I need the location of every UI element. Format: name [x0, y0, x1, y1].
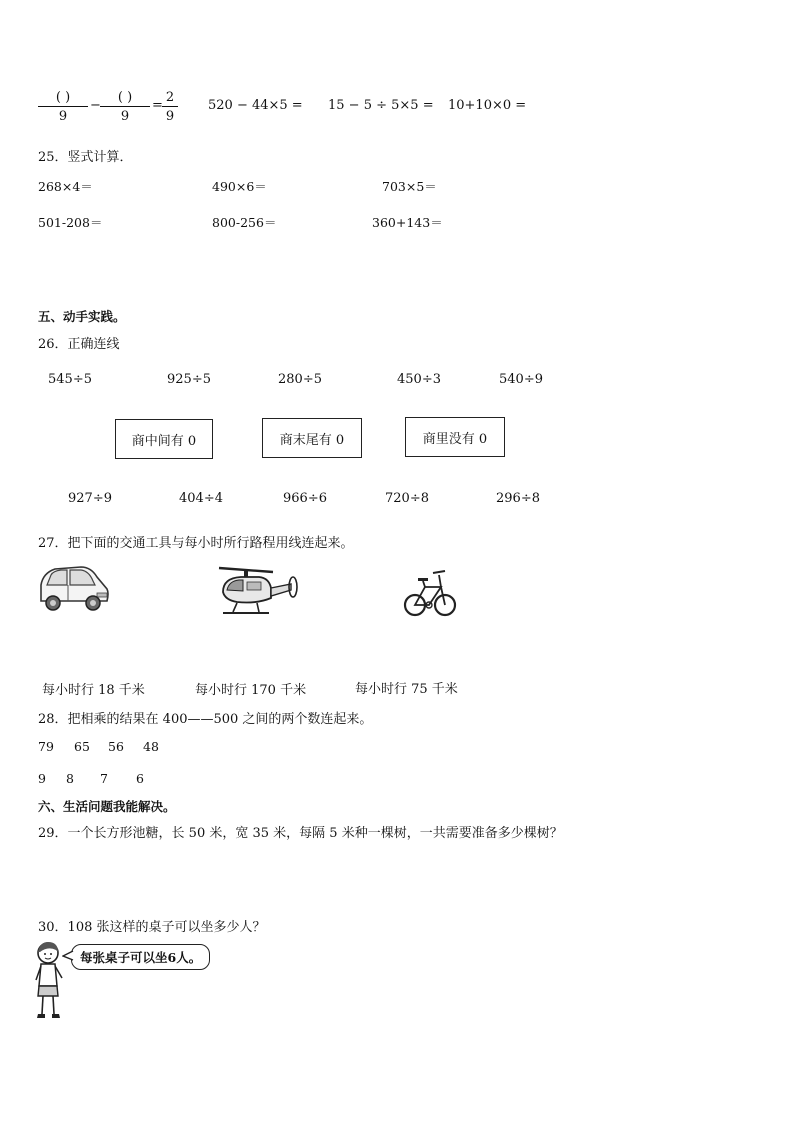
- fraction-bar: [100, 106, 150, 107]
- division-bottom: 927÷9: [68, 491, 112, 506]
- minus-sign: −: [90, 98, 101, 113]
- division-top: 545÷5: [48, 372, 92, 387]
- q24-expression: 520 − 44×5 =: [208, 98, 303, 113]
- q24-fraction-1: [38, 90, 88, 124]
- fraction-denominator: 9: [165, 109, 175, 124]
- question-26-title: 26．正确连线: [38, 337, 120, 352]
- section-5-title: 五、动手实践。: [38, 309, 126, 324]
- calc-item: 800-256＝: [212, 215, 277, 230]
- division-bottom: 296÷8: [496, 491, 540, 506]
- fraction-denominator: 9: [58, 109, 68, 124]
- q24-fraction-3: [162, 90, 178, 124]
- category-box[interactable]: 商末尾有 0: [262, 418, 362, 458]
- question-27-title: 27．把下面的交通工具与每小时所行路程用线连起来。: [38, 536, 354, 551]
- number-item[interactable]: 48: [143, 739, 159, 754]
- question-30-title: 30．108 张这样的桌子可以坐多少人？: [38, 920, 266, 935]
- division-top: 540÷9: [499, 372, 543, 387]
- division-bottom: 966÷6: [283, 491, 327, 506]
- fraction-denominator: 9: [120, 109, 130, 124]
- division-bottom: 404÷4: [179, 491, 223, 506]
- division-top: 925÷5: [167, 372, 211, 387]
- question-29-title: 29．一个长方形池糖，长 50 米，宽 35 米，每隔 5 米种一棵树，一共需要准备多少棵树？: [38, 826, 563, 841]
- speed-label: 每小时行 170 千米: [195, 683, 307, 698]
- number-item[interactable]: 6: [136, 771, 144, 786]
- number-item[interactable]: 8: [66, 771, 74, 786]
- q24-expression: 15 − 5 ÷ 5×5 =: [328, 98, 434, 113]
- car-icon[interactable]: [37, 563, 111, 613]
- calc-item: 703×5＝: [382, 179, 437, 194]
- division-top: 280÷5: [278, 372, 322, 387]
- question-28-title: 28．把相乘的结果在 400——500 之间的两个数连起来。: [38, 712, 373, 727]
- fraction-numerator: 2: [165, 90, 175, 105]
- speech-bubble-tail: [62, 950, 74, 962]
- calc-item: 268×4＝: [38, 179, 93, 194]
- q24-fraction-2: [100, 90, 150, 124]
- speech-bubble: 每张桌子可以坐6人。: [71, 944, 210, 970]
- division-bottom: 720÷8: [385, 491, 429, 506]
- calc-item: 360+143＝: [372, 215, 443, 230]
- number-item[interactable]: 56: [108, 739, 124, 754]
- category-box[interactable]: 商里没有 0: [405, 417, 505, 457]
- category-box[interactable]: 商中间有 0: [115, 419, 213, 459]
- section-6-title: 六、生活问题我能解决。: [38, 799, 176, 814]
- equals-sign: =: [152, 98, 163, 113]
- calc-item: 490×6＝: [212, 179, 267, 194]
- division-top: 450÷3: [397, 372, 441, 387]
- fraction-bar: [38, 106, 88, 107]
- number-item[interactable]: 65: [74, 739, 90, 754]
- number-item[interactable]: 7: [100, 771, 108, 786]
- fraction-bar: [162, 106, 178, 107]
- question-25-title: 25．竖式计算．: [38, 150, 133, 165]
- fraction-blank-numerator[interactable]: ( ): [55, 90, 71, 105]
- helicopter-icon[interactable]: [217, 560, 301, 618]
- fraction-blank-numerator[interactable]: ( ): [117, 90, 133, 105]
- bicycle-icon[interactable]: [403, 559, 457, 621]
- number-item[interactable]: 79: [38, 739, 54, 754]
- speed-label: 每小时行 75 千米: [355, 682, 458, 697]
- number-item[interactable]: 9: [38, 771, 46, 786]
- q24-expression: 10+10×0 =: [448, 98, 527, 113]
- speed-label: 每小时行 18 千米: [42, 683, 145, 698]
- calc-item: 501-208＝: [38, 215, 103, 230]
